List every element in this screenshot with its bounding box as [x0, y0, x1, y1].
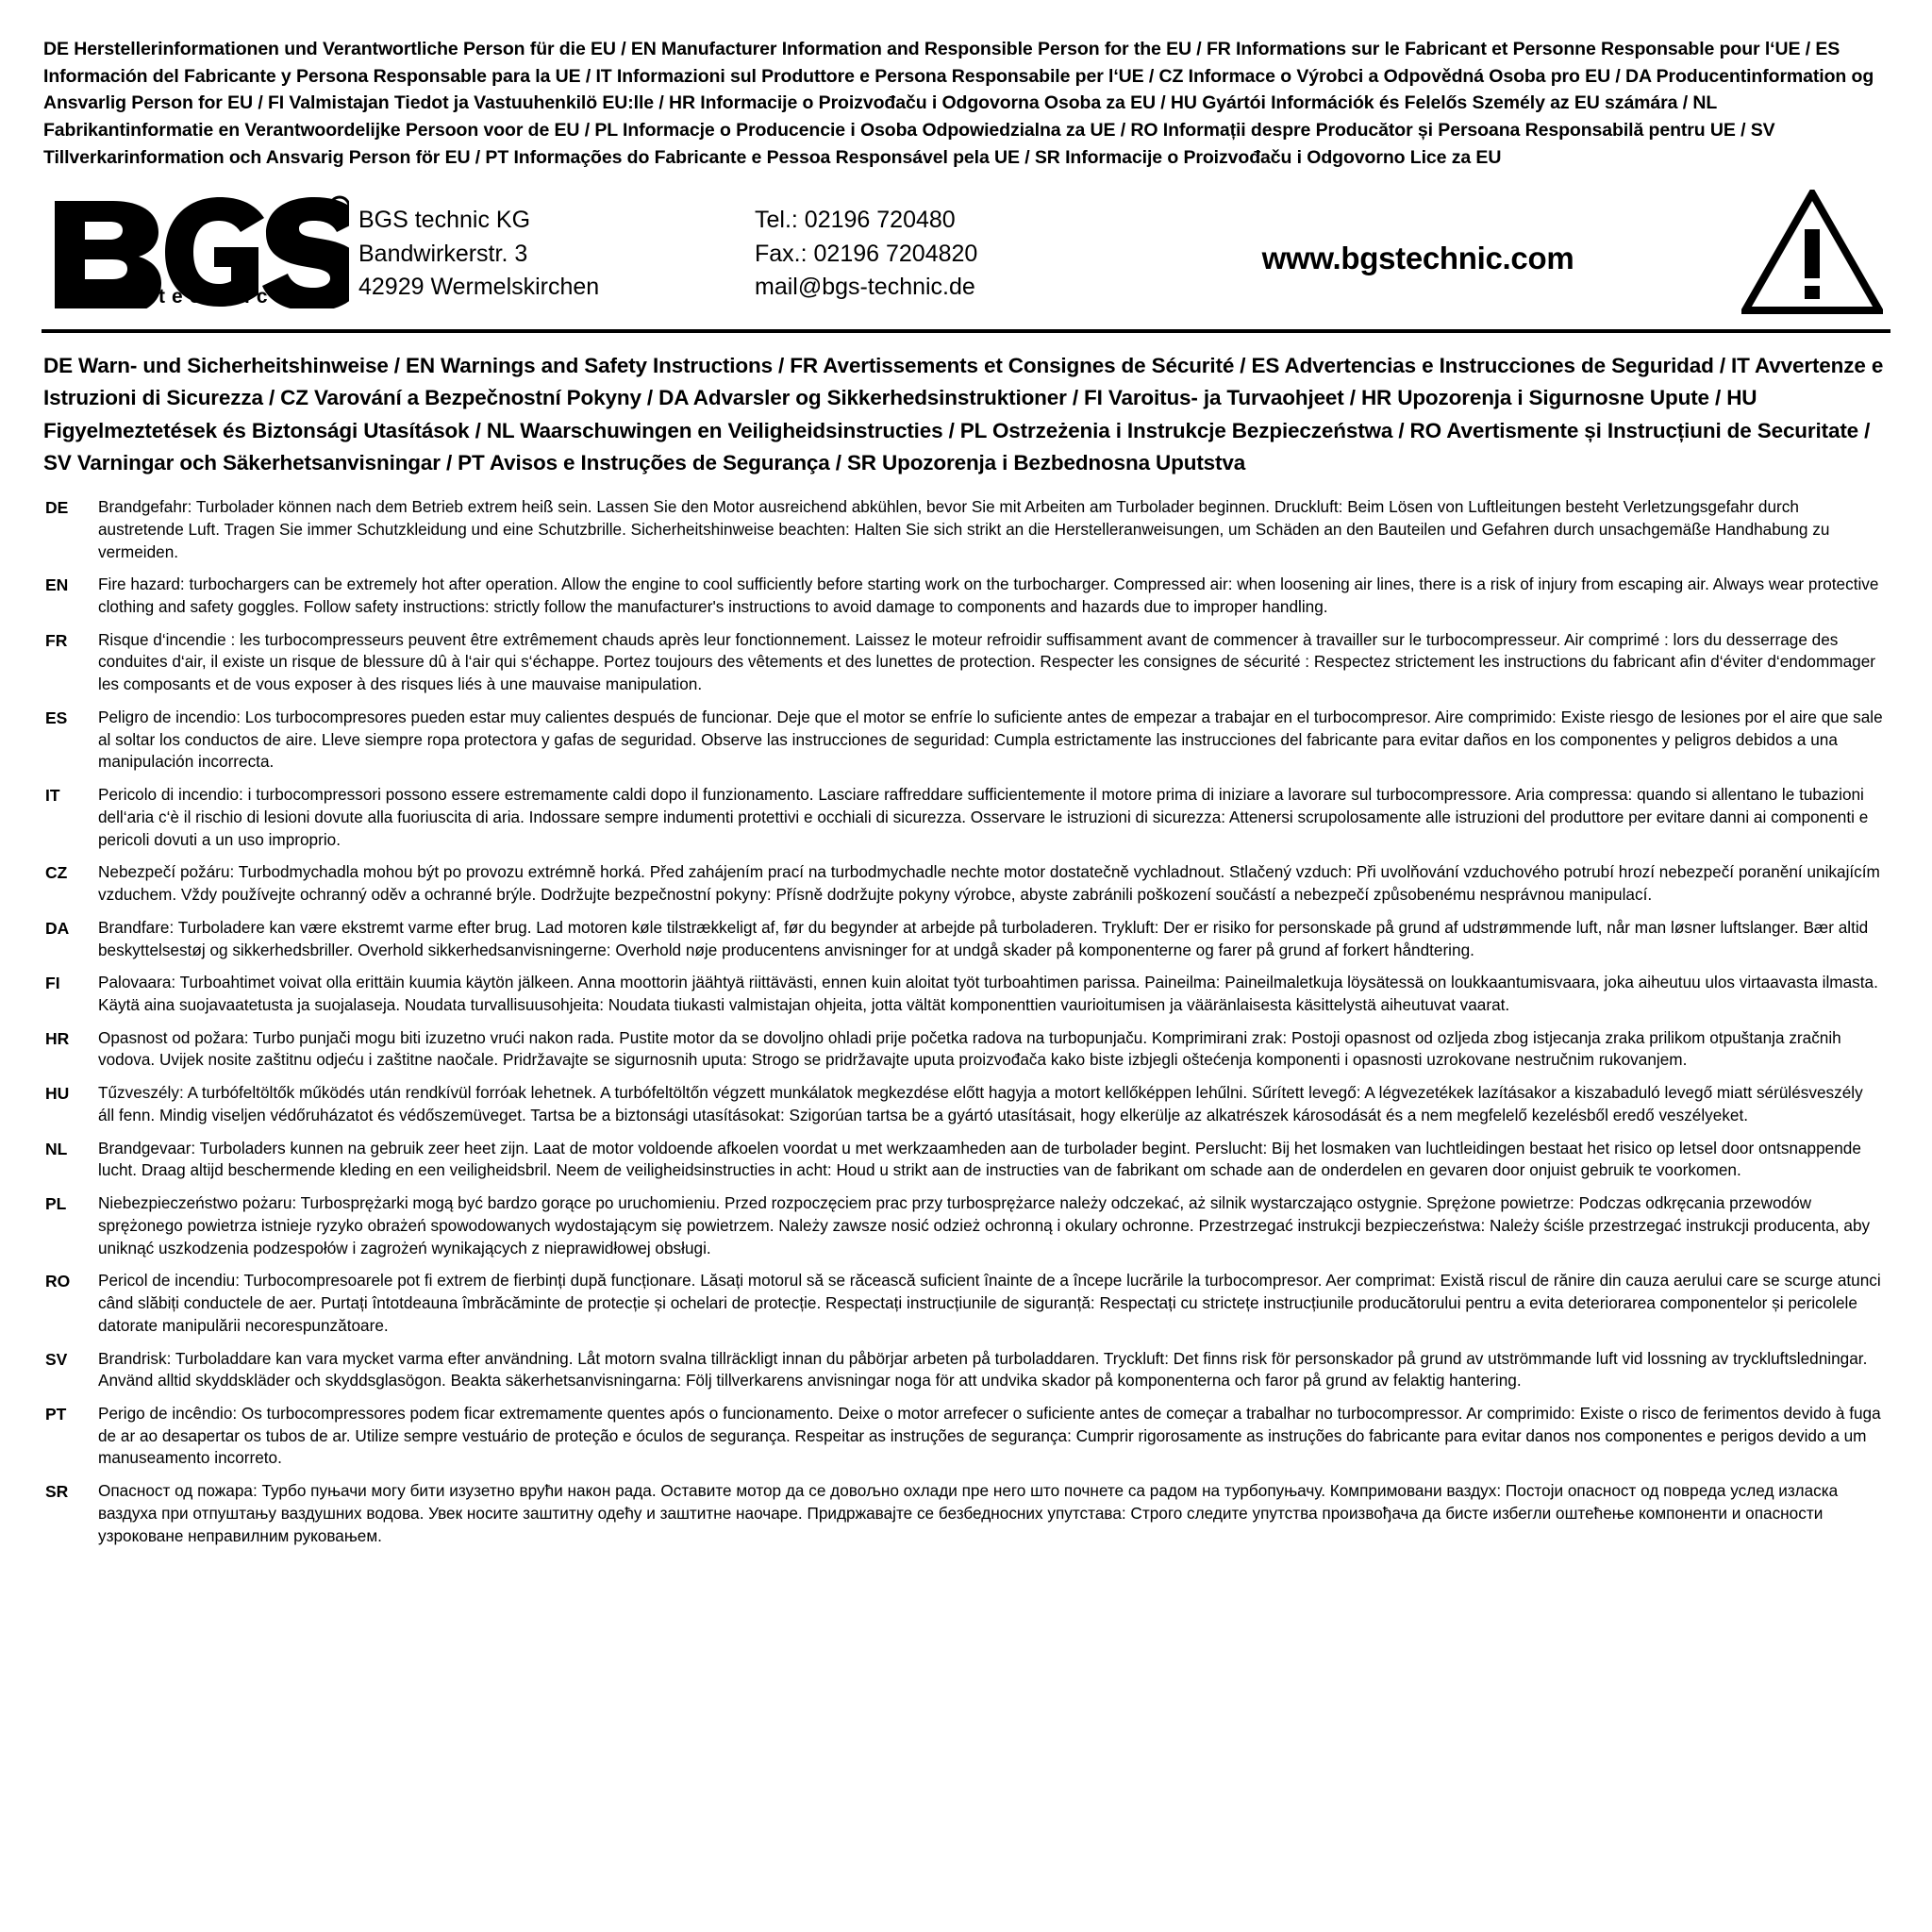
company-name: BGS technic KG [358, 207, 531, 234]
language-code: FI [45, 974, 60, 993]
company-tel: Tel.: 02196 720480 [755, 207, 956, 234]
manufacturer-info-heading: DE Herstellerinformationen und Verantwortliche Person für die EU / EN Manufacturer Information and Responsible Person for the EU / FR Informations sur le Fabricant et Personne Responsable pour l‘UE / ES Información del Fabricante y Persona Responsable para la UE / IT Informazioni sul Produttore e Persona Responsabile per l‘UE / CZ Informace o Výrobci a Odpovědná Osoba pro EU / DA Producentinformation og Ansvarlig Person for EU / FI Valmistajan Tiedot ja Vastuuhenkilö EU:lle / HR Informacije o Proizvođaču i Odgovorna Osoba za EU / HU Gyártói Információk és Felelős Személy az EU számára / NL Fabrikantinformatie en Verantwoordelijke Persoon voor de EU / PL Informacje o Producencie i Osoba Odpowiedzialna za UE / RO Informații despre Producător și Persoana Responsabilă pentru UE / SV Tillverkarinformation och Ansvarig Person för EU / PT Informações do Fabricante e Pessoa Responsável pela UE / SR Informacije o Proizvođaču i Odgovorno Lice za EU [43, 39, 1874, 168]
bgs-logo [42, 195, 358, 308]
language-text: Nebezpečí požáru: Turbodmychadla mohou být po provozu extrémně horká. Před zahájením prací na turbodmychadle nechte motor dostatečně vychladnout. Stlačený vzduch: Při uvolňování vzduchového potrubí hrozí nebezpečí poranění unikajícím vzduchem. Vždy používejte ochranný oděv a ochranné brýle. Dodržujte bezpečnostní pokyny: Přísně dodržujte pokyny výrobce, abyste zabránili poškození součástí a nebezpečí způsobenému nesprávnou manipulací. [98, 862, 1880, 905]
language-code: EN [45, 575, 69, 595]
list-item [42, 861, 1890, 906]
language-text: Niebezpieczeństwo pożaru: Turbosprężarki mogą być bardzo gorące po uruchomieniu. Przed rozpoczęciem prac przy turbosprężarce należy odczekać, aż silnik wystarczająco ostygnie. Sprężone powietrze: Podczas odkręcania przewodów sprężonego powietrza istnieje ryzyko obrażeń spowodowanych wydostającym się powietrzem. Należy zawsze nosić odzież ochronną i okulary ochronne. Przestrzegać instrukcji bezpieczeństwa: Należy ściśle przestrzegać instrukcji producenta, aby uniknąć uszkodzenia podzespołów i zagrożeń wynikających z nieprawidłowej obsługi. [98, 1193, 1871, 1257]
language-code: HU [45, 1084, 70, 1104]
list-item [42, 972, 1890, 1016]
svg-text:R: R [335, 201, 344, 216]
language-text: Fire hazard: turbochargers can be extremely hot after operation. Allow the engine to cool sufficiently before starting work on the turbocharger. Compressed air: when loosening air lines, there is a risk of injury from escaping air. Always wear protective clothing and safety goggles. Follow safety instructions: strictly follow the manufacturer's instructions to avoid damage to components and hazards due to improper handling. [98, 575, 1879, 616]
bgs-logo-subtext: technic [158, 286, 275, 308]
company-contact [755, 200, 1132, 305]
language-text: Tűzveszély: A turbófeltöltők működés után rendkívül forróak lehetnek. A turbófeltöltőn végzett munkálatok megkezdése előtt hagyja a motort kellőképpen lehűlni. Sűrített levegő: A légvezetékek lazításakor a kiszabaduló levegő miatt sérülésveszély áll fenn. Mindig viseljen védőruházatot és védőszemüveget. Tartsa be a biztonsági utasításokat: Szigorúan tartsa be a gyártó utasításait, hogy elkerülje az alkatrészek károsodását és a nem megfelelő kezelésből eredő veszélyeket. [98, 1083, 1863, 1124]
list-item [42, 574, 1890, 618]
language-text: Brandgevaar: Turboladers kunnen na gebruik zeer heet zijn. Laat de motor voldoende afkoelen voordat u met werkzaamheden aan de turbolader begint. Perslucht: Bij het losmaken van luchtleidingen bestaat het risico op letsel door ontsnappende lucht. Draag altijd beschermende kleding en een veiligheidsbril. Neem de veiligheidsinstructies in acht: Houd u strikt aan de instructies van de fabrikant om schade aan de onderdelen en gevaren door onjuist gebruik te voorkomen. [98, 1138, 1861, 1180]
warning-triangle-icon [1741, 190, 1883, 314]
company-website[interactable]: www.bgstechnic.com [1261, 241, 1574, 276]
language-code: PT [45, 1405, 67, 1424]
company-fax: Fax.: 02196 7204820 [755, 240, 978, 267]
language-code: NL [45, 1139, 68, 1158]
list-item [42, 784, 1890, 851]
language-code: SR [45, 1482, 69, 1502]
list-item [42, 1270, 1890, 1337]
language-text: Risque d‘incendie : les turbocompresseurs peuvent être extrêmement chauds après leur fonctionnement. Laissez le moteur refroidir suffisamment avant de commencer à travailler sur le turbocompresseur. Air comprimé : lors du desserrage des conduites d‘air, il existe un risque de blessure dû à l‘air qui s‘échappe. Portez toujours des vêtements et des lunettes de protection. Respecter les consignes de sécurité : Respectez strictement les instructions du fabricant afin d‘éviter d‘endommager les composants et de vous exposer à des risques liés à une mauvaise manipulation. [98, 629, 1875, 694]
language-text: Pericolo di incendio: i turbocompressori possono essere estremamente caldi dopo il funzionamento. Lasciare raffreddare sufficientemente il motore prima di iniziare a lavorare sul turbocompressore. Aria compressa: quando si allentano le tubazioni dell‘aria c‘è il rischio di lesioni dovute alla fuoriuscita di aria. Indossare sempre indumenti protettivi e occhiali di sicurezza. Osservare le istruzioni di sicurezza: Attenersi scrupolosamente alle istruzioni del produttore per evitare danni ai componenti e pericoli dovuti a un uso improprio. [98, 785, 1869, 849]
list-item [42, 496, 1890, 563]
list-item [42, 707, 1890, 774]
list-item [42, 1403, 1890, 1470]
language-code: PL [45, 1194, 67, 1214]
bgs-logo-graphic [47, 195, 349, 308]
language-text: Opasnost od požara: Turbo punjači mogu biti izuzetno vrući nakon rada. Pustite motor da se dovoljno ohladi prije početka radova na turbopunjaču. Komprimirani zrak: Postoji opasnost od ozljeda zbog istjecanja zraka prilikom otpuštanja zračnih vodova. Uvijek nosite zaštitnu odjeću i zaštitne naočale. Pridržavajte se sigurnosnih uputa: Strogo se pridržavajte uputa proizvođača kako biste izbjegli oštećenja komponenti i opasnosti uzrokovane nestručnim rukovanjem. [98, 1027, 1841, 1070]
list-item [42, 1082, 1890, 1126]
language-code: HR [45, 1028, 70, 1048]
language-code: FR [45, 630, 68, 650]
language-text: Perigo de incêndio: Os turbocompressores podem ficar extremamente quentes após o funcionamento. Deixe o motor arrefecer o suficiente antes de começar a trabalhar no turbocompressor. Ar comprimido: Existe o risco de ferimentos devido à fuga de ar ao desapertar os tubos de ar. Utilize sempre vestuário de proteção e óculos de segurança. Respeitar as instruções de segurança: Cumprir rigorosamente as instruções do fabricante para evitar danos nos componentes e perigos devido a um manuseamento incorreto. [98, 1404, 1881, 1468]
list-item [42, 1027, 1890, 1072]
language-text: Brandfare: Turboladere kan være ekstremt varme efter brug. Lad motoren køle tilstrækkeligt af, før du begynder at arbejde på turboladeren. Trykluft: Der er risiko for personskade på grund af udstrømmende luft, når man løsner luftslanger. Bær altid beskyttelsestøj og sikkerhedsbriller. Overhold sikkerhedsanvisningerne: Overhold nøje producentens anvisninger for at undgå skader på komponenterne og farer på grund af forkert håndtering. [98, 917, 1869, 959]
language-code: CZ [45, 863, 68, 883]
language-text: Palovaara: Turboahtimet voivat olla erittäin kuumia käytön jälkeen. Anna moottorin jäähtyä riittävästi, ennen kuin aloitat työt turboahtimen parissa. Paineilma: Paineilmaletkuja löysätessä on loukkaantumisvaara, joka aiheutuu ulos virtaavasta ilmasta. Käytä aina suojavaatetusta ja suojalaseja. Noudata turvallisuusohjeita: Noudata tiukasti valmistajan ohjeita, jotta vältät komponenttien vaurioitumisen ja vääränlaisesta käsittelystä aiheutuvat vaarat. [98, 973, 1878, 1014]
safety-instructions-heading: DE Warn- und Sicherheitshinweise / EN Warnings and Safety Instructions / FR Avertissements et Consignes de Sécurité / ES Advertencias e Instrucciones de Seguridad / IT Avvertenze e Istruzioni di Sicurezza / CZ Varování a Bezpečnostní Pokyny / DA Advarsler og Sikkerhedsinstruktioner / FI Varoitus- ja Turvaohjeet / HR Upozorenja i Sigurnosne Upute / HU Figyelmeztetések és Biztonsági Utasítások / NL Waarschuwingen en Veiligheidsinstructies / PL Ostrzeżenia i Instrukcje Bezpieczeństwa / RO Avertismente și Instrucțiuni de Securitate / SV Varningar och Säkerhetsanvisningar / PT Avisos e Instruções de Segurança / SR Upozorenja i Bezbednosna Uputstva [43, 354, 1884, 475]
language-text: Опасност од пожара: Турбо пуњачи могу бити изузетно врући након рада. Оставите мотор да се довољно охлади пре него што почнете са радом на турбопуњачу. Компримовани ваздух: Постоји опасност од повреда услед изласка ваздуха при отпуштању ваздушних водова. Увек носите заштитну одећу и заштитне наочаре. Придржавајте се безбедносних упутстава: Строго следите упутства произвођача да бисте избегли оштећење компоненти и опасности узроковане неправилним руковањем. [98, 1481, 1839, 1545]
language-text: Peligro de incendio: Los turbocompresores pueden estar muy calientes después de funcionar. Deje que el motor se enfríe lo suficiente antes de empezar a trabajar en el turbocompresor. Aire comprimido: Existe riesgo de lesiones por el aire que sale al soltar los conductos de aire. Lleve siempre ropa protectora y gafas de seguridad. Observe las instrucciones de seguridad: Cumpla estrictamente las instrucciones del fabricante para evitar daños en los componentes y peligros debidos a una manipulación incorrecta. [98, 707, 1883, 772]
language-text: Pericol de incendiu: Turbocompresoarele pot fi extrem de fierbinți după funcționare. Lăsați motorul să se răcească suficient înainte de a începe lucrările la turbocompresor. Aer comprimat: Există riscul de rănire din cauza aerului care se scurge atunci când slăbiți conductele de aer. Purtați întotdeauna îmbrăcăminte de protecție și ochelari de protecție. Respectați instrucțiunile de siguranță: Respectați cu strictețe instrucțiunile producătorului pentru a evita deteriorarea componentelor și pericolele datorate manipulării necorespunzătoare. [98, 1271, 1881, 1335]
list-item [42, 1348, 1890, 1392]
list-item [42, 1480, 1890, 1547]
language-text: Brandrisk: Turboladdare kan vara mycket varma efter användning. Låt motorn svalna tillräckligt innan du påbörjar arbeten på turboladdaren. Tryckluft: Det finns risk för personskador på grund av utströmmande luft vid lossning av tryckluftsledningar. Använd alltid skyddskläder och skyddsglasögon. Beakta säkerhetsanvisningarna: Följ tillverkarens anvisningar noga för att undvika skador på komponenterna och faror på grund av felaktig hantering. [98, 1348, 1868, 1391]
list-item [42, 917, 1890, 961]
company-city: 42929 Wermelskirchen [358, 274, 600, 301]
language-text: Brandgefahr: Turbolader können nach dem Betrieb extrem heiß sein. Lassen Sie den Motor ausreichend abkühlen, bevor Sie mit Arbeiten am Turbolader beginnen. Druckluft: Beim Lösen von Luftleitungen besteht Verletzungsgefahr durch austretende Luft. Tragen Sie immer Schutzkleidung und eine Schutzbrille. Sicherheitshinweise beachten: Halten Sie sich strikt an die Herstelleranweisungen, um Schäden an den Bauteilen und Gefahren durch unsachgemäße Handhabung zu vermeiden. [98, 497, 1830, 561]
language-code: SV [45, 1349, 68, 1369]
language-code: IT [45, 786, 60, 806]
language-code: DE [45, 498, 69, 518]
language-code: DA [45, 918, 70, 938]
list-item [42, 629, 1890, 696]
language-code: RO [45, 1272, 71, 1291]
company-street: Bandwirkerstr. 3 [358, 240, 528, 267]
company-address [358, 200, 755, 305]
language-code: ES [45, 708, 68, 727]
list-item [42, 1192, 1890, 1259]
list-item [42, 1138, 1890, 1182]
company-contact-bar [42, 184, 1890, 333]
warning-triangle [1704, 190, 1890, 314]
language-paragraph-list [42, 496, 1890, 1547]
company-email[interactable]: mail@bgs-technic.de [755, 274, 975, 301]
